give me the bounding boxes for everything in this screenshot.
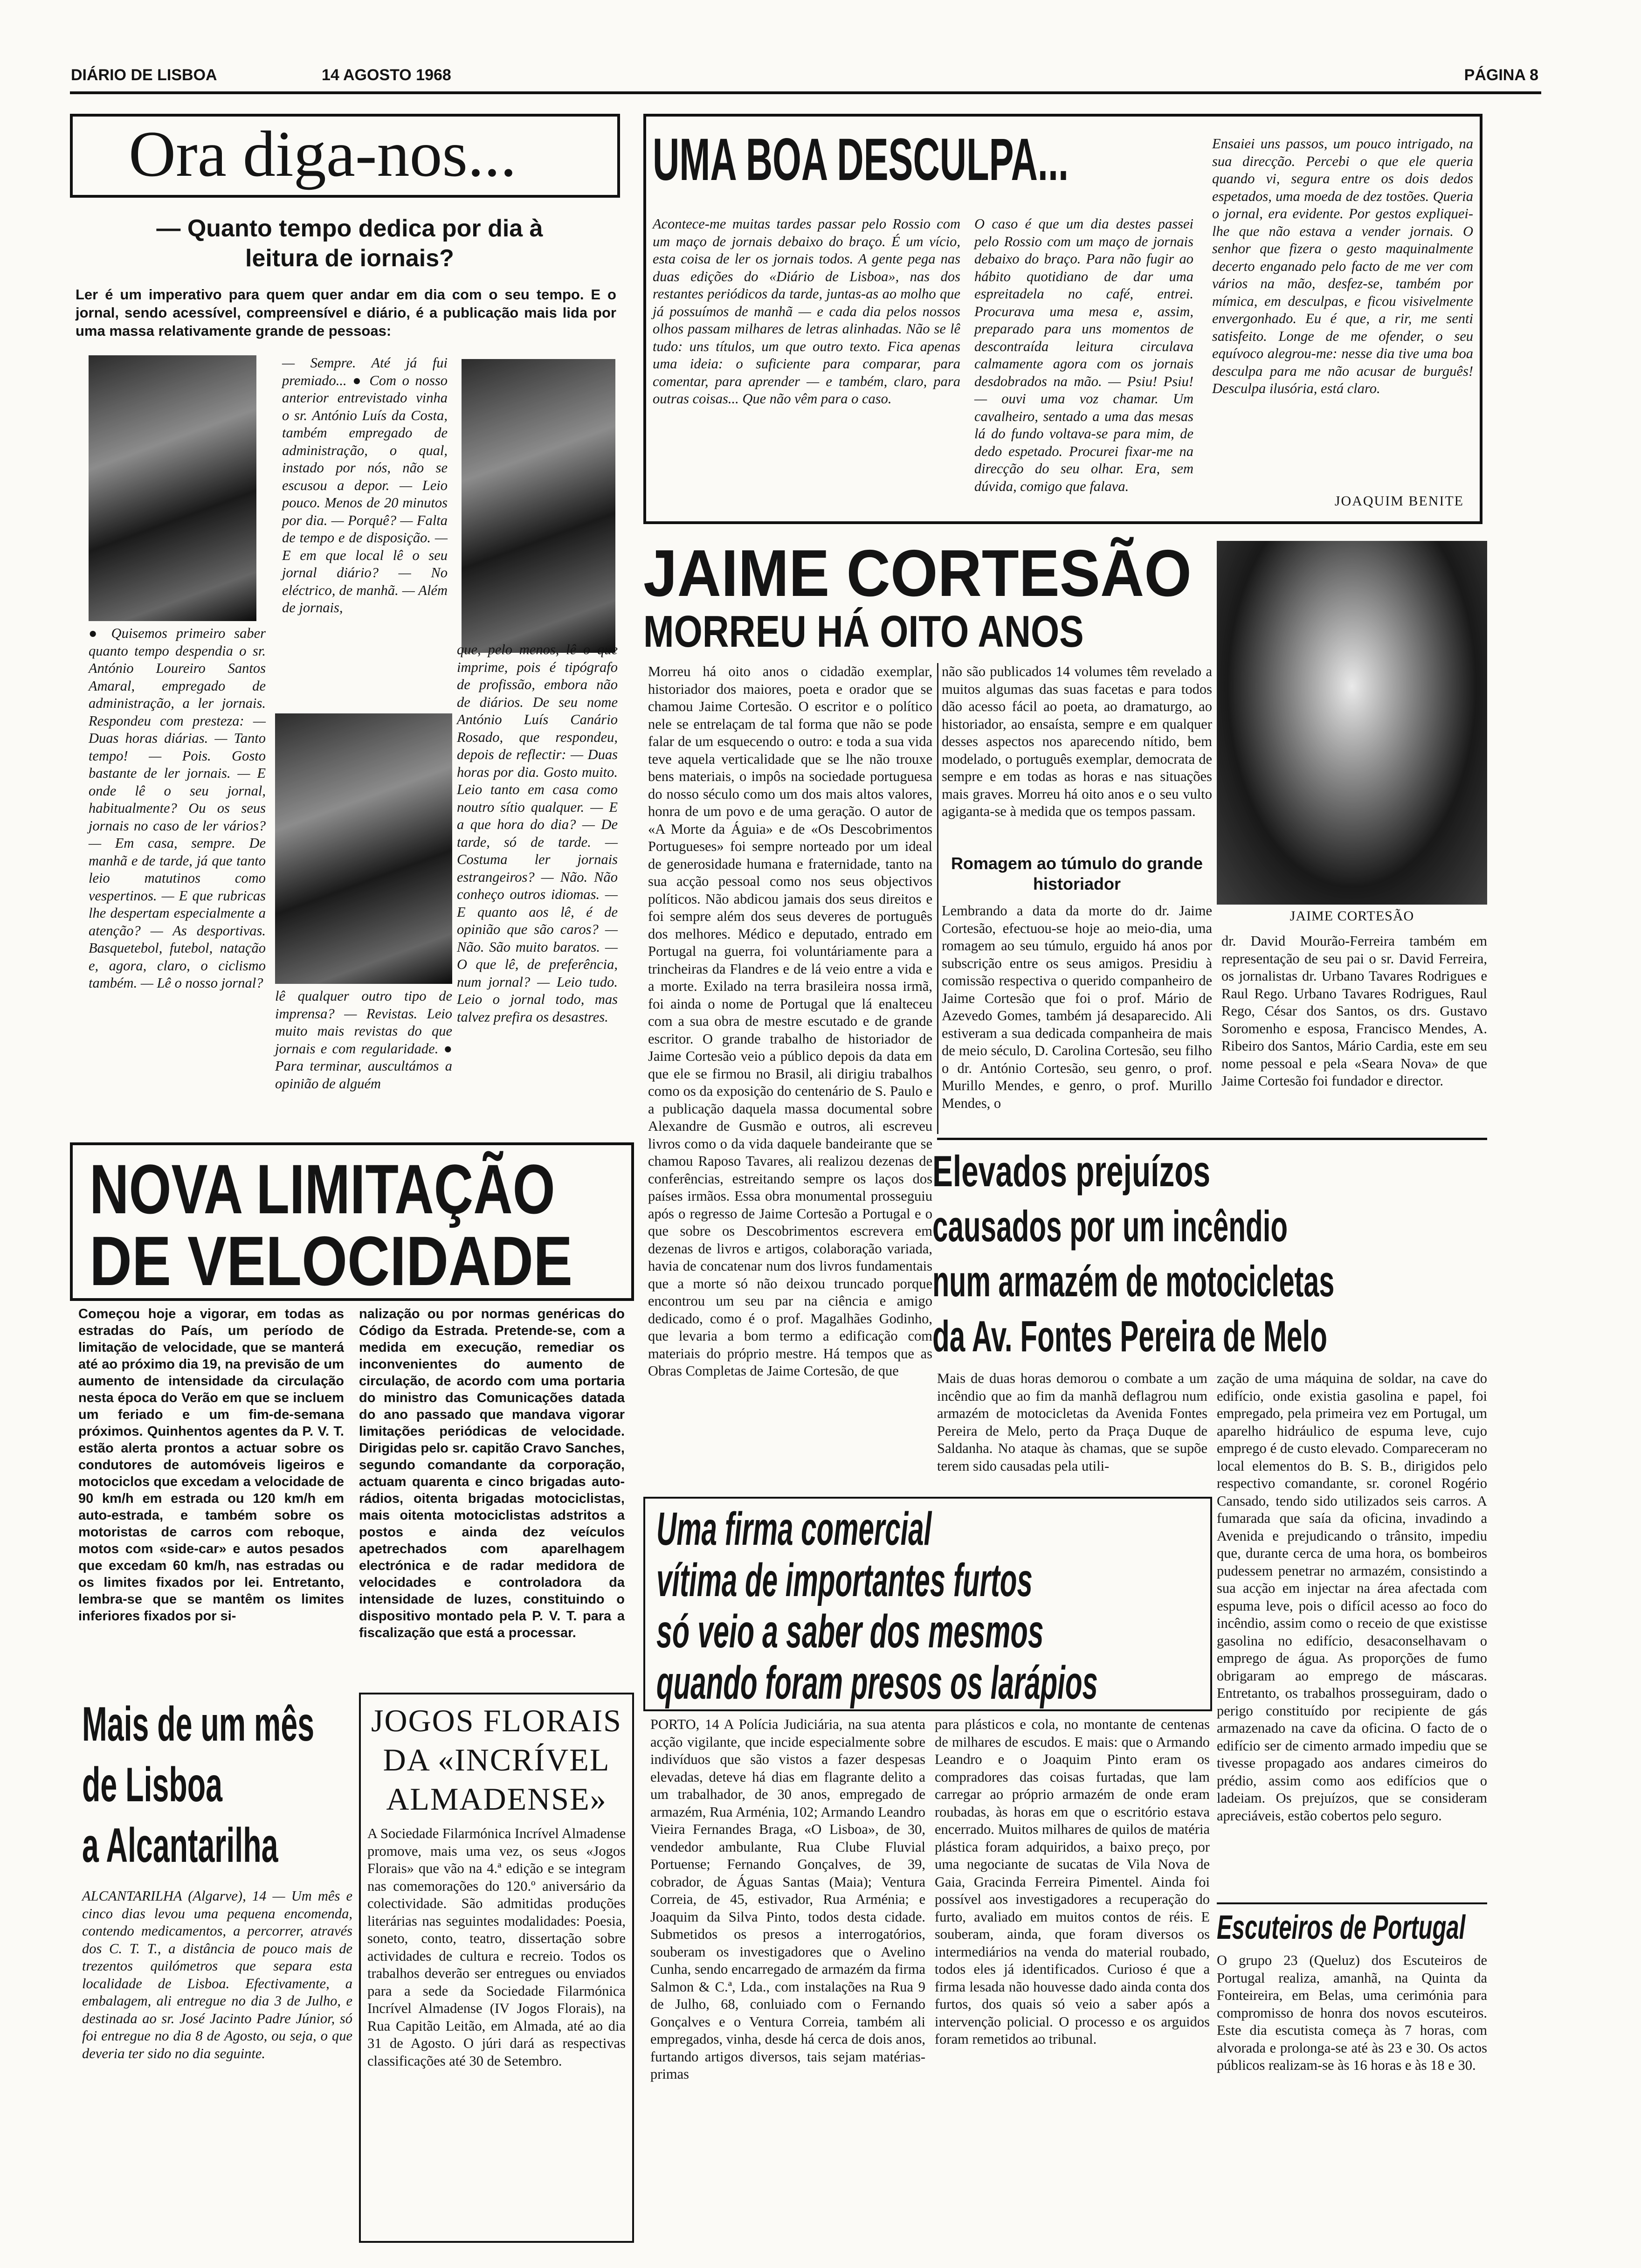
ora-interview-col-b2: lê qualquer outro tipo de imprensa? — Revistas. Leio muito mais revistas do que jornais e com regularidade. ● Para terminar, auscultámos a opinião de alguém: [275, 988, 452, 1092]
cortesao-col-1: Morreu há oito anos o cidadão exemplar, historiador dos maiores, poeta e orador que se chamou Jaime Cortesão. O escritor e o político nele se entrelaçam de tal forma que não se pode falar de um esquecendo o outro: e toda a sua vida teve aquela verticalidade que se lhe não trouxe bens materiais, o impôs na sociedade portuguesa do nosso século como um dos mais altos valores, honra de um povo e de uma geração. O autor de «A Morte da Águia» e de «Os Descobrimentos Portugueses» foi sempre norteado por um ideal de generosidade humana e fraternidade, tanto na sua acção pessoal como nos seus objectivos políticos. Não abdicou jamais dos seus direitos e foi sempre além dos seus deveres de português dos melhores. Médico e deputado, entrado em Portugal na guerra, foi voluntáriamente para a trincheiras da Flandres e de lá veio entre a vida e a morte. Exilado na terra brasileira nossa irmã, foi ainda o nome de Portugal que lá enalteceu com a sua obra de mestre escutado e de grande escritor. O grande trabalho de historiador de Jaime Cortesão veio a público depois da data em que ele se firmou no Brasil, ali dirigiu trabalhos como os da exposição do centenário de S. Paulo e a publicação daquela massa documental sobre Alexandre de Gusmão e outros, ali escreveu livros como o da vida daquele bandeirante que se chamou Raposo Tavares, ali realizou dezenas de conferências, estreitando sempre os laços dos países irmãos. Essa obra monumental prosseguiu após o regresso de Jaime Cortesão a Portugal e o que sobre os Descobrimentos escrevera em dezenas de livros e artigos, colaboração variada, havia de concatenar num dos livros fundamentais que a morte só não deixou truncado porque encontrou um seu par na ciência e amigo dedicado, como é o prof. Magalhães Godinho, que levaria a bom termo a edificação com materiais do próprio mestre. Há tempos que as Obras Completas de Jaime Cortesão, de que: [648, 664, 932, 1379]
jogos-title-1: JOGOS FLORAIS: [371, 1703, 622, 1738]
cortesao-title: JAIME CORTESÃO: [643, 536, 1192, 610]
desculpa-col-3: Ensaiei uns passos, um pouco intrigado, na sua direcção. Percebi o que ele queria quando vi, segura entre os dois dedos espetados, uma moeda de dez tostões. Queria o jornal, era evidente. Por gestos expliquei-lhe que não estava a vender jornais. O senhor que fizera o gesto maquinalmente decerto enganado pelo facto de me ver com vários na mão, desfez-se, também por mímica, em desculpas, e ficou visivelmente envergonhado. Eu é que, a rir, me senti satisfeito. Longe de me ofender, o seu equívoco alegrou-me: nesse dia tive uma boa desculpa para me não acusar de burguês! Desculpa ilusória, está claro.: [1212, 136, 1473, 396]
cortesao-col-2b: Lembrando a data da morte do dr. Jaime Cortesão, efectuou-se hoje ao meio-dia, uma romagem ao seu túmulo, erguido há anos por subscrição entre os seus amigos. Presidiu à comissão respectiva o querido companheiro de Jaime Cortesão que foi o prof. Mário de Azevedo Gomes, também já desaparecido. Ali estiveram a sua dedicada companheira de mais de meio século, D. Carolina Cortesão, seu filho o dr. António Cortesão, seu genro, o prof. Murillo Mendes, e genro, o prof. Murillo Mendes, o: [942, 903, 1212, 1111]
escuteiros-body: O grupo 23 (Queluz) dos Escuteiros de Portugal realiza, amanhã, na Quinta da Fonteireira, em Belas, uma cerimónia para compromisso de honra dos novos escuteiros. Este dia escutista começa às 7 horas, com alvorada e prolonga-se até às 23 e 30. Os actos públicos realizam-se às 16 horas e às 18 e 30.: [1217, 1952, 1487, 2073]
photo-antonio-rosado: [275, 713, 452, 984]
alcantarilha-title-3: a Alcantarilha: [82, 1819, 278, 1873]
velocidade-col-1: Começou hoje a vigorar, em todas as estradas do País, um período de limitação de velocidade, que se manterá até ao próximo dia 19, na previsão de um aumento de intensidade da circulação nesta época do Verão em que se incluem um feriado e um fim-de-semana próximos. Quinhentos agentes da P. V. T. estão alerta prontos a actuar sobre os condutores de automóveis ligeiros e motociclos que excedam a velocidade de 90 km/h em estrada ou 120 km/h em auto-estrada, e também sobre os motoristas de carros com reboque, motos com «side-car» e autos pesados que excedam 60 km/h, nas estradas ou os limites fixados por lei. Entretanto, lembra-se que se mantêm os limites inferiores fixados por si-: [78, 1307, 344, 1624]
ora-title: Ora diga-nos...: [129, 118, 517, 190]
jogos-title-3: ALMADENSE»: [386, 1781, 607, 1817]
velocidade-title-1: NOVA LIMITAÇÃO: [90, 1150, 555, 1228]
incendio-col-2: zação de uma máquina de soldar, na cave do edifício, onde existia gasolina e papel, foi empregado, pela primeira vez em Portugal, um aparelho hidráulico de espuma leve, cujo emprego é de custo elevado. Compareceram no local elementos do B. S. B., dirigidos pelo respectivo comandante, sr. coronel Rogério Cansado, tendo sido utilizados seis carros. A fumarada que saía da oficina, invadindo a Avenida e prejudicando o trânsito, impediu que, durante cerca de uma hora, os bombeiros pudessem penetrar no armazém, consistindo a sua acção em injectar na área afectada com espuma leve, pois o difícil acesso ao foco do incêndio, assim como o receio de que existisse gasolina no edifício, desaconselhavam o emprego de água. As proporções de fumo obrigaram ao emprego de máscaras. Entretanto, os trabalhos prosseguiram, dado o perigo constituído por recipiente de gás armazenado na cave da oficina. O facto de o edifício ser de cimento armado impediu que se tivesse propagado aos andares cimeiros do prédio, assim como aos edifícios que o ladeiam. Os prejuízos, que se consideram apreciáveis, estão cobertos pelo seguro.: [1217, 1370, 1487, 1824]
escuteiros-title: Escuteiros de Portugal: [1217, 1909, 1466, 1946]
firma-col-1: PORTO, 14 A Polícia Judiciária, na sua atenta acção vigilante, que incide especialmente sobre indivíduos que são vistos a fazer despesas elevadas, deteve há dias em flagrante delito a um trabalhador, de 30 anos, empregado de armazém, Rua Arménia, 102; Armando Leandro Vieira Fernandes Braga, «O Lisboa», de 30, vendedor ambulante, Rua Clube Fluvial Portuense; Fernando Gonçalves, de 39, cobrador, de Águas Santas (Maia); Ventura Correia, de 45, estivador, Rua Arménia; e Joaquim da Silva Pinto, todos desta cidade. Submetidos os presos a interrogatórios, souberam os investigadores que o Avelino Cunha, sendo encarregado de armazém da firma Salmon & C.ª, Lda., com instalações na Rua 9 de Julho, 68, conluiado com o Fernando Gonçalves e o Ventura Correia, também ali empregados, vinha, desde há cerca de dois anos, furtando artigos diversos, tais sejam matérias-primas: [650, 1716, 925, 2082]
alcantarilha-title-1: Mais de um mês: [82, 1697, 315, 1751]
desculpa-col-1: Acontece-me muitas tardes passar pelo Rossio com um maço de jornais debaixo do braço. É um vício, esta coisa de ler os jornais todos. A gente pega nas duas edições do «Diário de Lisboa», nas dos restantes periódicos da tarde, juntas-as ao molho que já possuímos de manhã — e cada dia pelos nossos olhos passam milhares de letras alinhadas. Não se lê tudo: uns títulos, um que outro texto. Fica apenas uma ideia: o suficiente para comparar, para comentar, para aprender — e também, claro, para outras coisas... Que não vêm para o caso.: [653, 216, 960, 407]
firma-col-2: para plásticos e cola, no montante de centenas de milhares de escudos. E mais: que o Armando Leandro e o Joaquim Pinto eram os compradores das coisas furtadas, que lam carregar ao próprio armazém de onde eram roubadas, às horas em que o escritório estava encerrado. Muitos milhares de quilos de matéria plástica foram adquiridos, a baixo preço, por uma negociante de sucatas de Vila Nova de Gaia, Gracinda Ferreira Pimentel. Ainda foi possível aos investigadores a recuperação do furto, avaliado em muitos contos de réis. E souberam, ainda, que foram diversos os intermediários na venda do material roubado, todos eles já identificados. Curioso é que a firma lesada não houvesse dado ainda conta dos furtos, dos quais só veio a saber após a intervenção policial. O processo e os arguidos foram remetidos ao tribunal.: [935, 1716, 1210, 2047]
desculpa-col-2: O caso é que um dia destes passei pelo Rossio com um maço de jornais debaixo do braço. Para não fugir ao hábito quotidiano de dar uma espreitadela no café, entrei. Procurava uma mesa e, assim, preparado para uns momentos de descontraída leitura circulava calmamente agora com os jornais desdobrados na mão. — Psiu! Psiu! — ouvi uma voz chamar. Um cavalheiro, sentado a uma das mesas lá do fundo voltava-se para mim, de dedo espetado. Procurei fixar-me na direcção do seu olhar. Era, sem dúvida, comigo que falava.: [974, 216, 1193, 494]
firma-title-3: só veio a saber dos mesmos: [656, 1605, 1044, 1658]
header-rule: [70, 91, 1541, 94]
column-separator: [937, 663, 938, 1134]
alcantarilha-title-2: de Lisboa: [82, 1758, 222, 1812]
desculpa-title: UMA BOA DESCULPA...: [653, 126, 1069, 193]
escuteiros-top-rule: [1217, 1902, 1487, 1904]
jogos-title-2: DA «INCRÍVEL: [383, 1742, 610, 1777]
photo-antonio-loureiro: [89, 355, 256, 621]
velocidade-title-2: DE VELOCIDADE: [90, 1222, 573, 1300]
ora-question: — Quanto tempo dedica por dia à leitura de iornais?: [156, 215, 543, 272]
jogos-box: [359, 1693, 634, 2243]
ora-title-box: [70, 114, 620, 198]
ora-interview-col-a: ● Quisemos primeiro saber quanto tempo despendia o sr. António Loureiro Santos Amaral, empregado de administração, a ler jornais. Respondeu com presteza: — Duas horas diárias. — Tanto tempo! — Pois. Gosto bastante de ler jornais. — E onde lê o seu jornal, habitualmente? Ou os seus jornais no caso de ler vários? — Em casa, sempre. De manhã e de tarde, já que tanto leio matutinos como vespertinos. — E que rubricas lhe despertam especialmente a atenção? — As desportivas. Basquetebol, futebol, natação e, agora, claro, o ciclismo também. — Lê o nosso jornal?: [89, 625, 266, 991]
incendio-title-3: num armazém de motocicletas: [932, 1257, 1335, 1306]
photo-jaime-cortesao: [1217, 541, 1487, 905]
ora-interview-col-c: que, pelo menos, lê o que imprime, pois é tipógrafo de profissão, embora não de diários. De seu nome António Luís Canário Rosado, que respondeu, depois de reflectir: — Duas horas por dia. Gosto muito. Leio tanto em casa como noutro sítio qualquer. — E a que hora do dia? — De tarde, só de tarde. — Costuma ler jornais estrangeiros? — Não. Não conheço outros idiomas. — E quanto aos lê, é de opinião que são caros? — Não. São muito baratos. — O que lê, de preferência, num jornal? — Leio tudo. Leio o jornal todo, mas talvez prefira os desastres.: [457, 642, 618, 1025]
cortesao-subtitle: MORREU HÁ OITO ANOS: [643, 607, 1084, 657]
firma-title-4: quando foram presos os larápios: [656, 1657, 1098, 1709]
cortesao-sub-heading: Romagem ao túmulo do grande historiador: [951, 854, 1203, 893]
incendio-title-2: causados por um incêndio: [932, 1202, 1288, 1251]
incendio-title-1: Elevados prejuízos: [932, 1147, 1211, 1196]
page-number: PÁGINA 8: [1464, 66, 1538, 84]
desculpa-author: JOAQUIM BENITE: [1334, 493, 1464, 509]
newspaper-name: DIÁRIO DE LISBOA: [71, 66, 217, 84]
firma-title-1: Uma firma comercial: [656, 1503, 932, 1555]
photo-antonio-costa: [462, 359, 615, 653]
firma-title-box: [643, 1497, 1212, 1711]
issue-date: 14 AGOSTO 1968: [322, 66, 451, 84]
incendio-top-rule: [937, 1138, 1487, 1140]
incendio-col-1: Mais de duas horas demorou o combate a um incêndio que ao fim da manhã deflagrou num armazém de motocicletas da Avenida Fontes Pereira de Melo, perto da Praça Duque de Saldanha. No ataque às chamas, que se supõe terem sido causadas pela utili-: [937, 1370, 1207, 1474]
jogos-body: A Sociedade Filarmónica Incrível Almadense promove, mais uma vez, os seus «Jogos Florais» que vão na 4.ª edição e se integram nas comemorações do 120.º aniversário da colectividade. São admitidas produções literárias nas seguintes modalidades: Poesia, soneto, conto, teatro, dissertação sobre actividades de cultura e recreio. Todos os trabalhos deverão ser entregues ou enviados para a sede da Sociedade Filarmónica Incrível Almadense (IV Jogos Florais), na Rua Capitão Leitão, em Almada, até ao dia 31 de Agosto. O júri dará as respectivas classificações até 30 de Setembro.: [367, 1825, 626, 2069]
ora-interview-col-b: — Sempre. Até já fui premiado... ● Com o nosso anterior entrevistado vinha o sr. António Luís da Costa, também empregado de administração, o qual, instado por nós, não se escusou a depor. — Leio pouco. Menos de 20 minutos por dia. — Porquê? — Falta de tempo e de disposição. — E em que local lê o seu jornal diário? — No eléctrico, de manhã. — Além de jornais,: [282, 355, 448, 615]
cortesao-col-3: dr. David Mourão-Ferreira também em representação de seu pai o sr. David Ferreira, os jornalistas dr. Urbano Tavares Rodrigues e Raul Rego. Urbano Tavares Rodrigues, Raul Rego, César dos Santos, os drs. Gustavo Soromenho e esposa, Francisco Mendes, A. Ribeiro dos Santos, Mário Cardia, este em seu nome pessoal e pela «Seara Nova» de que Jaime Cortesão foi fundador e director.: [1221, 933, 1487, 1089]
cortesao-caption: JAIME CORTESÃO: [1289, 908, 1414, 924]
firma-title-2: vítima de importantes furtos: [656, 1554, 1033, 1606]
velocidade-title-box: [70, 1142, 634, 1301]
incendio-title-4: da Av. Fontes Pereira de Melo: [932, 1312, 1327, 1361]
velocidade-col-2: nalização ou por normas genéricas do Código da Estrada. Pretende-se, com a medida em execução, remediar os inconvenientes do aumento de circulação, de acordo com uma portaria do ministro das Comunicações datada do ano passado que mandava vigorar limitações periódicas de velocidade. Dirigidas pelo sr. capitão Cravo Sanches, segundo comandante da corporação, actuam quarenta e cinco brigadas auto-rádios, oitenta brigadas motociclistas, mais oitenta motociclistas adstritos a postos e ainda dez veículos apetrechados com aparelhagem electrónica e de radar medidora de velocidades e controladora da intensidade de luzes, constituindo o dispositivo montado pela P. V. T. para a fiscalização que está a processar.: [359, 1307, 625, 1640]
cortesao-col-2: não são publicados 14 volumes têm revelado a muitos algumas das suas facetas e para todos dão acesso fácil ao poeta, ao dramaturgo, ao historiador, ao ensaísta, sempre e em qualquer desses aspectos nos aparecendo nítido, bem modelado, o português exemplar, democrata de sempre e em todas as horas e nas situações mais graves. Morreu há oito anos e o seu vulto agiganta-se à medida que os tempos passam.: [942, 664, 1212, 819]
alcantarilha-body: ALCANTARILHA (Algarve), 14 — Um mês e cinco dias levou uma pequena encomenda, contendo medicamentos, a percorrer, através dos C. T. T., a distância de pouco mais de trezentos quilómetros que separa esta localidade de Lisboa. Efectivamente, a embalagem, ali entregue no dia 3 de Julho, e destinada ao sr. José Jacinto Padre Júnior, só foi entregue no dia 8 de Agosto, ou seja, o que deveria ter sido no dia seguinte.: [82, 1888, 352, 2061]
ora-lead: Ler é um imperativo para quem quer andar em dia com o seu tempo. E o jornal, sendo acessível, compreensível e diário, é a publicação mais lida por uma massa relativamente grande de pessoas:: [76, 286, 616, 339]
